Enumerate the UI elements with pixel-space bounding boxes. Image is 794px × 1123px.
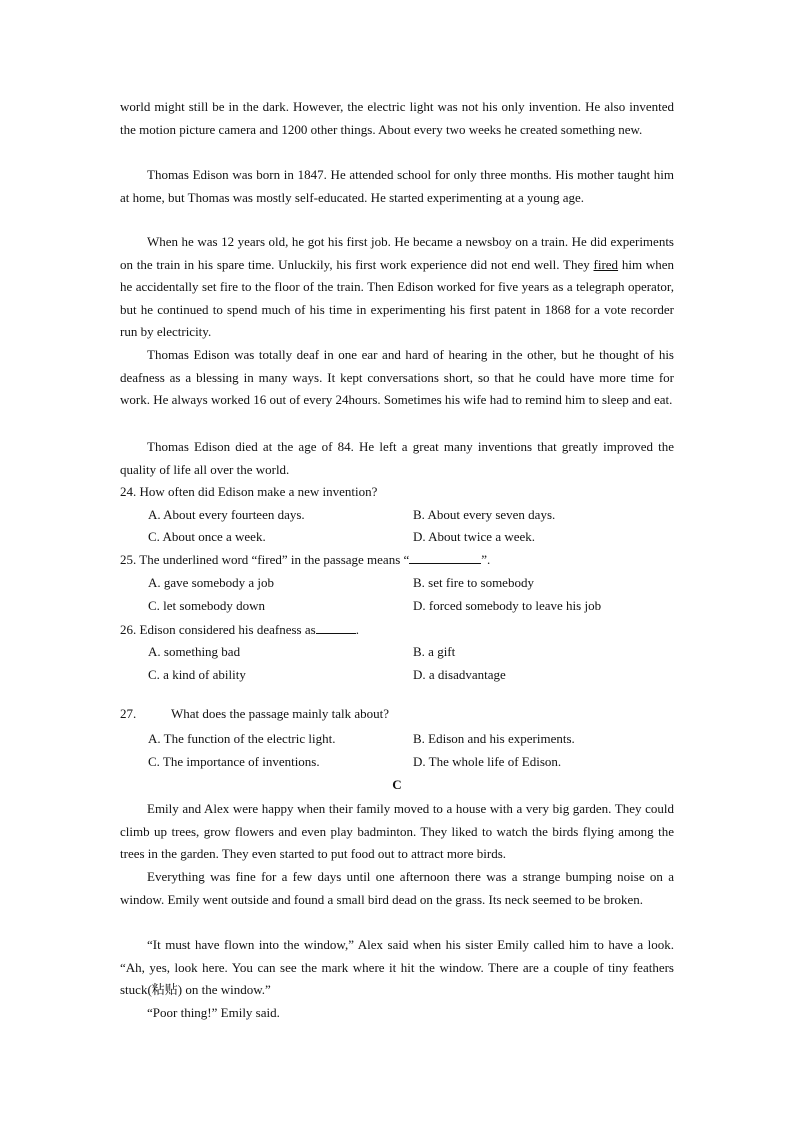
underlined-word-fired: fired bbox=[593, 256, 619, 272]
section-c-paragraph-1: Emily and Alex were happy when their family moved to a house with a very big garden. They could climb up trees, grow flowers and even play badminton. They liked to watch the birds flying among the trees in the garden. They even started to put food out to attract more birds. bbox=[120, 801, 674, 862]
question-25-option-b: B. set fire to somebody bbox=[413, 575, 534, 590]
question-24-option-b: B. About every seven days. bbox=[413, 507, 556, 522]
answer-blank bbox=[409, 551, 481, 564]
paragraph-3-text-b: him when he accidentally set fire to the floor of the train. Then Edison worked for five years as a telegraph operator, but he continued to spend much of his time in experimenting his first patent in 1868 for a vote recorder run by electricity. bbox=[120, 256, 674, 340]
passage-b-paragraph-1: world might still be in the dark. However, the electric light was not his only invention. He also invented the motion picture camera and 1200 other things. About every two weeks he created something new. bbox=[120, 99, 674, 137]
question-27-option-b: B. Edison and his experiments. bbox=[413, 731, 575, 746]
question-27-option-d: D. The whole life of Edison. bbox=[413, 754, 562, 769]
question-25-option-d: D. forced somebody to leave his job bbox=[413, 598, 602, 613]
question-25-stem-post: ”. bbox=[481, 552, 491, 567]
passage-b-paragraph-2: Thomas Edison was born in 1847. He attended school for only three months. His mother taught him at home, but Thomas was mostly self-educated. He started experimenting at a young age. bbox=[120, 167, 674, 205]
question-26-option-a: A. something bad bbox=[148, 644, 241, 659]
question-27-option-a: A. The function of the electric light. bbox=[148, 731, 336, 746]
question-26-option-b: B. a gift bbox=[413, 644, 456, 659]
question-26-option-c: C. a kind of ability bbox=[148, 667, 246, 682]
section-c-paragraph-4: “Poor thing!” Emily said. bbox=[147, 1005, 280, 1020]
answer-blank bbox=[316, 621, 356, 634]
passage-b-paragraph-3 bbox=[120, 231, 674, 344]
question-25-option-c: C. let somebody down bbox=[148, 598, 265, 613]
question-24-option-c: C. About once a week. bbox=[148, 529, 266, 544]
paragraph-3-text-a: When he was 12 years old, he got his first job. He became a newsboy on a train. He did experiments on the train in his spare time. Unluckily, his first work experience did not end well. They bbox=[120, 234, 674, 272]
section-c-heading: C bbox=[392, 777, 402, 792]
question-25-option-a: A. gave somebody a job bbox=[148, 575, 275, 590]
question-25-stem bbox=[120, 550, 490, 570]
question-24-option-d: D. About twice a week. bbox=[413, 529, 536, 544]
question-24-stem: 24. How often did Edison make a new invention? bbox=[120, 484, 378, 499]
question-24-option-a: A. About every fourteen days. bbox=[148, 507, 305, 522]
question-27-stem: What does the passage mainly talk about? bbox=[171, 706, 390, 721]
passage-b-paragraph-5: Thomas Edison died at the age of 84. He left a great many inventions that greatly improved the quality of life all over the world. bbox=[120, 439, 674, 477]
passage-b-paragraph-4: Thomas Edison was totally deaf in one ear and hard of hearing in the other, but he thought of his deafness as a blessing in many ways. It kept conversations short, so that he could have more time for work. He always worked 16 out of every 24hours. Sometimes his wife had to remind him to sleep and eat. bbox=[120, 347, 674, 408]
question-27-option-c: C. The importance of inventions. bbox=[148, 754, 320, 769]
question-25-stem-pre: 25. The underlined word “fired” in the passage means “ bbox=[120, 552, 410, 567]
question-26-option-d: D. a disadvantage bbox=[413, 667, 506, 682]
question-26-stem-pre: 26. Edison considered his deafness as bbox=[120, 622, 316, 637]
section-c-paragraph-3: “It must have flown into the window,” Alex said when his sister Emily called him to have a look. “Ah, yes, look here. You can see the mark where it hit the window. There are a couple of tiny feathers stuck(粘贴) on the window.” bbox=[120, 937, 674, 998]
question-26-stem-post: . bbox=[355, 622, 359, 637]
question-27-number: 27. bbox=[120, 706, 137, 721]
section-c-paragraph-2: Everything was fine for a few days until one afternoon there was a strange bumping noise on a window. Emily went outside and found a small bird dead on the grass. Its neck seemed to be broken. bbox=[120, 869, 674, 907]
question-26-stem bbox=[120, 620, 359, 640]
